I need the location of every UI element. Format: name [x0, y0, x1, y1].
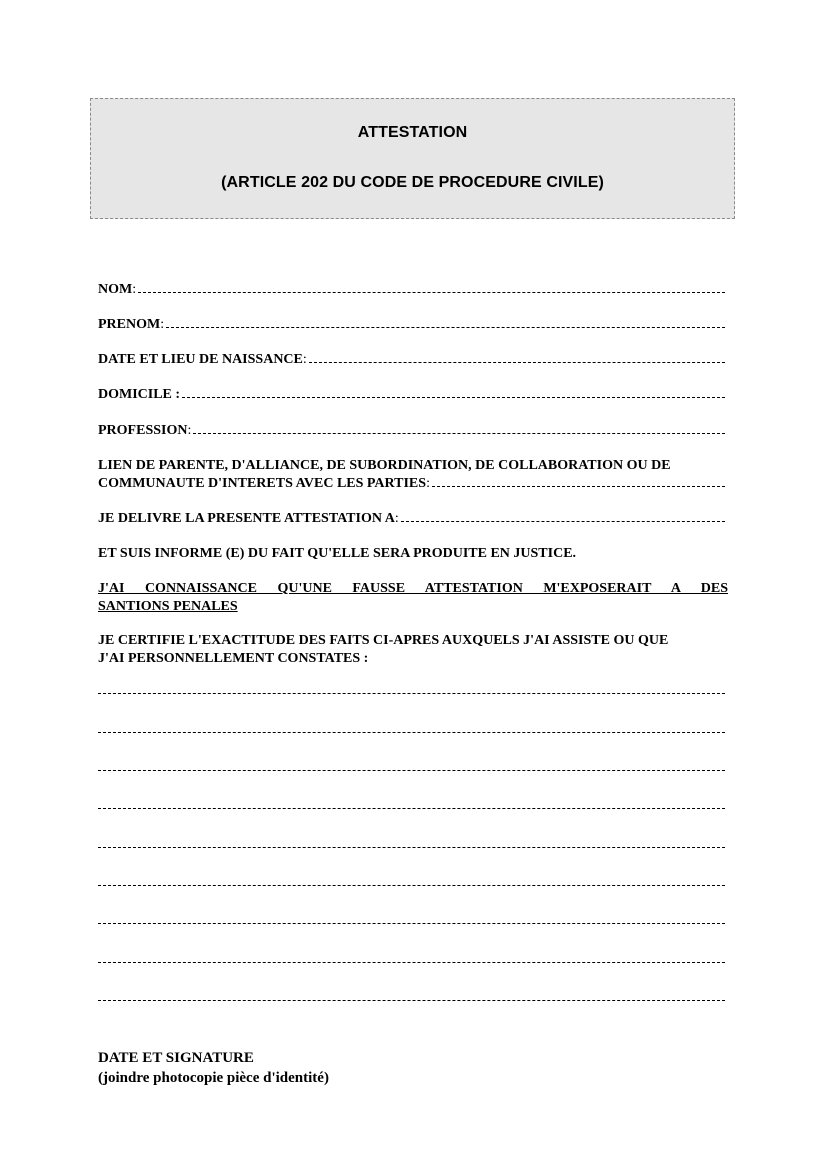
fill-line[interactable] [401, 520, 725, 522]
fill-line[interactable] [193, 432, 725, 434]
field-label: DOMICILE : [98, 387, 181, 402]
statement-informe: ET SUIS INFORME (E) DU FAIT QU'ELLE SERA PRODUITE EN JUSTICE. [98, 546, 577, 561]
testimony-line[interactable] [98, 770, 725, 771]
field-label: COMMUNAUTE D'INTERETS AVEC LES PARTIES [98, 476, 427, 491]
testimony-line[interactable] [98, 847, 725, 848]
field-separator: : [426, 476, 430, 491]
field-domicile[interactable] [98, 386, 725, 404]
header-box [90, 98, 735, 219]
field-label: JE DELIVRE LA PRESENTE ATTESTATION A [98, 511, 395, 526]
field-label: NOM [98, 282, 133, 297]
field-separator: : [394, 511, 399, 526]
field-separator: : [302, 352, 307, 367]
field-date-lieu-naissance[interactable] [98, 351, 725, 369]
statement-certifie-line2: J'AI PERSONNELLEMENT CONSTATES : [98, 651, 369, 666]
testimony-line[interactable] [98, 923, 725, 924]
testimony-line[interactable] [98, 693, 725, 694]
statement-certifie-line1: JE CERTIFIE L'EXACTITUDE DES FAITS CI-APRES AUXQUELS J'AI ASSISTE OU QUE [98, 633, 669, 648]
testimony-line[interactable] [98, 1000, 725, 1001]
fill-line[interactable] [166, 326, 725, 328]
fill-line[interactable] [182, 396, 725, 398]
field-separator: : [132, 282, 137, 297]
field-profession[interactable] [98, 422, 725, 440]
field-label: PROFESSION [98, 423, 188, 438]
fill-line[interactable] [432, 485, 725, 487]
field-prenom[interactable] [98, 316, 725, 334]
id-photocopy-note: (joindre photocopie pièce d'identité) [98, 1070, 329, 1086]
statement-connaissance-line2: SANTIONS PENALES [98, 599, 238, 614]
field-nom[interactable] [98, 281, 725, 299]
field-lien-parente[interactable] [98, 475, 725, 493]
field-lien-line1: LIEN DE PARENTE, D'ALLIANCE, DE SUBORDINATION, DE COLLABORATION OU DE [98, 458, 671, 473]
testimony-line[interactable] [98, 732, 725, 733]
field-delivre-a[interactable] [98, 510, 725, 528]
field-label: DATE ET LIEU DE NAISSANCE [98, 352, 303, 367]
testimony-line[interactable] [98, 808, 725, 809]
document-title: ATTESTATION [357, 124, 468, 141]
fill-line[interactable] [138, 291, 725, 293]
statement-connaissance-line1: J'AI CONNAISSANCE QU'UNE FAUSSE ATTESTATION M'EXPOSERAIT A DES [98, 581, 728, 596]
field-separator: : [187, 423, 192, 438]
document-subtitle: (ARTICLE 202 DU CODE DE PROCEDURE CIVILE) [221, 174, 604, 191]
testimony-line[interactable] [98, 885, 725, 886]
date-signature-label: DATE ET SIGNATURE [98, 1050, 254, 1066]
testimony-line[interactable] [98, 962, 725, 963]
field-label: PRENOM [98, 317, 161, 332]
fill-line[interactable] [309, 361, 725, 363]
field-separator: : [160, 317, 165, 332]
